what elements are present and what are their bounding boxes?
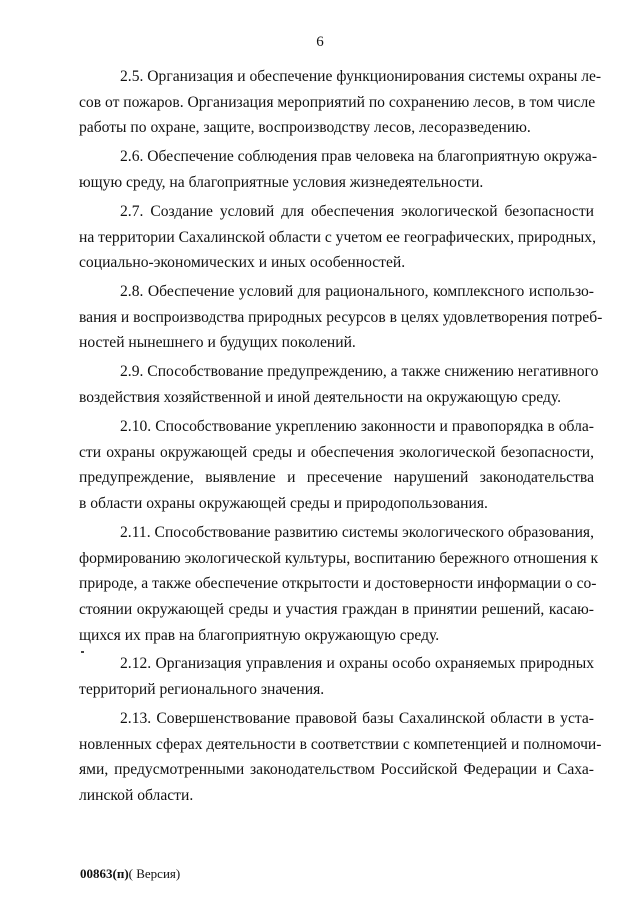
paragraph-line: 2.12. Организация управления и охраны особо охраняемых природных (120, 655, 594, 673)
paragraph-line: сти охраны окружающей среды и обеспечения экологической безопасности, (79, 443, 594, 461)
paragraph-line: на территории Сахалинской области с учетом ее географических, природных, (79, 228, 596, 246)
paragraph-line: 2.9. Способствование предупреждению, а также снижению негативного (120, 363, 599, 381)
paragraph-line: 2.6. Обеспечение соблюдения прав человека на благоприятную окружа- (120, 148, 598, 166)
paragraph-line: 2.8. Обеспечение условий для рационального, комплексного использо- (120, 283, 594, 301)
paragraph-line: природе, а также обеспечение открытости и достоверности информации о со- (79, 575, 597, 593)
paragraph-line: сов от пожаров. Организация мероприятий по сохранению лесов, в том числе (79, 93, 596, 111)
paragraph-line: работы по охране, защите, воспроизводству лесов, лесоразведению. (79, 119, 531, 137)
document-code: 00863(п) (80, 866, 129, 881)
paragraph (79, 520, 599, 648)
paragraph-line: социально-экономических и иных особенностей. (79, 254, 406, 272)
paragraph-line: новленных сферах деятельности в соответствии с компетенцией и полномочи- (79, 735, 602, 753)
paragraph-line: вания и воспроизводства природных ресурсов в целях удовлетворения потреб- (79, 308, 603, 326)
paragraph (79, 279, 603, 356)
paragraph-line: 2.7. Создание условий для обеспечения экологической безопасности (120, 202, 594, 220)
paragraph-line: формированию экологической культуры, воспитанию бережного отношения к (79, 549, 599, 567)
paragraph (79, 199, 594, 276)
document-body (79, 64, 603, 812)
paragraph (79, 651, 594, 702)
paragraph (79, 359, 599, 410)
paragraph (79, 706, 602, 809)
paragraph-line: 2.10. Способствование укреплению законности и правопорядка в обла- (120, 417, 594, 435)
paragraph-line: ющую среду, на благоприятные условия жизнедеятельности. (79, 173, 484, 191)
paragraph (79, 64, 602, 141)
paragraph-line: ностей нынешнего и будущих поколений. (79, 334, 356, 352)
scan-speck (81, 651, 84, 653)
paragraph (79, 144, 598, 195)
paragraph-line: 2.11. Способствование развитию системы экологического образования, (120, 523, 594, 541)
paragraph-line: щихся их прав на благоприятную окружающую среду. (79, 626, 440, 644)
paragraph-line: территорий регионального значения. (79, 681, 325, 699)
paragraph-line: стоянии окружающей среды и участия граждан в принятии решений, касаю- (79, 600, 594, 618)
paragraph-line: воздействия хозяйственной и иной деятельности на окружающую среду. (79, 389, 562, 406)
paragraph (79, 414, 594, 517)
paragraph-line: ями, предусмотренными законодательством Российской Федерации и Саха- (79, 761, 594, 779)
paragraph-line: в области охраны окружающей среды и природопользования. (79, 494, 488, 512)
paragraph-line: 2.5. Организация и обеспечение функционирования системы охраны ле- (120, 68, 602, 85)
document-version: ( Версия) (128, 866, 181, 881)
page-number: 6 (316, 34, 324, 50)
paragraph-line: предупреждение, выявление и пресечение нарушений законодательства (79, 469, 594, 487)
paragraph-line: 2.13. Совершенствование правовой базы Сахалинской области в уста- (120, 710, 594, 727)
document-footer (80, 866, 180, 882)
paragraph-line: линской области. (79, 787, 194, 805)
